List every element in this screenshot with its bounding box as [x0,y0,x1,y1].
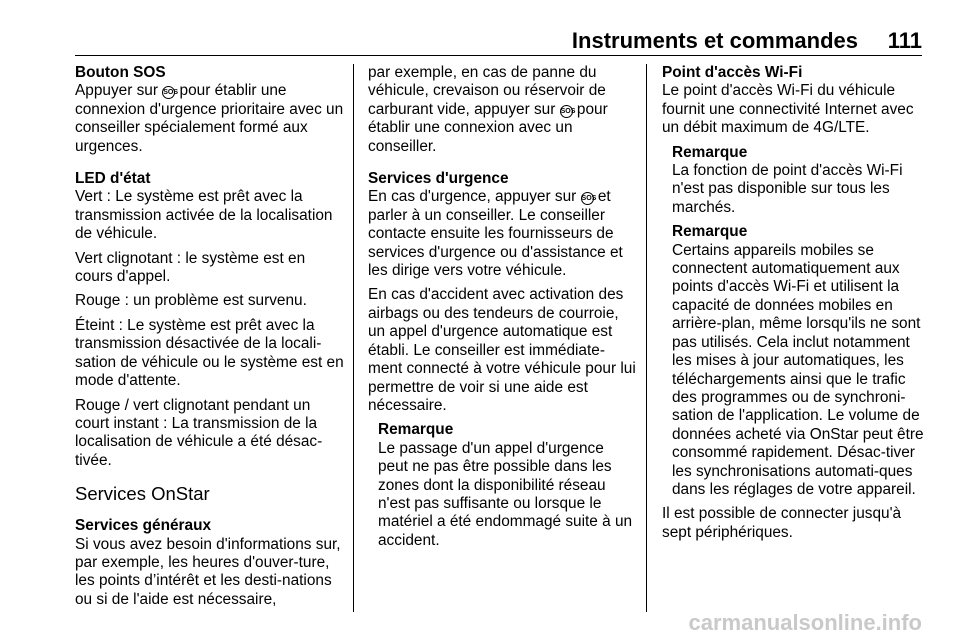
sos-paragraph: Appuyer sur SOS pour établir une connexion d'urgence prioritaire avec un conseiller spécialement formé aux urgences. [75,82,344,155]
column-2 [368,64,637,550]
note-block [672,144,932,218]
note-text: Le passage d'un appel d'urgence peut ne pas être possible dans les zones dont la disponibilité réseau n'est pas suffisante ou lorsque le matériel a été endommagé suite à un accident. [378,439,633,549]
final-paragraph: Il est possible de connecter jusqu'à sept périphériques. [662,505,902,541]
led-item: Vert clignotant : le système est en cours d'appel. [75,249,306,286]
note-title: Remarque [672,223,748,241]
continued-paragraph: par exemple, en cas de panne du véhicule, crevaison ou réservoir de carburant vide, appuyer sur SOS pour établir une connexion avec un conseiller. [368,64,608,155]
page-header [75,27,922,56]
led-item: Rouge / vert clignotant pendant un court instant : La transmission de la localisation de véhicule a été désac-tivée. [75,396,323,469]
urgent-heading: Services d'urgence [368,170,509,188]
led-heading: LED d'état [75,170,151,188]
sos-icon: SOS [581,192,594,205]
sos-heading: Bouton SOS [75,64,166,81]
led-item: Vert : Le système est prêt avec la transmission activée de la localisation de véhicule. [75,188,333,243]
note-text: Certains appareils mobiles se connectent automatiquement aux points d'accès Wi-Fi et utilisent la capacité de données mobiles en arrière-plan, même lorsqu'ils ne sont pas utilisés. Cela inclut notamment les mises à jour automatiques, les téléchargements ainsi que le trafic des programmes ou de synchroni-sation de l'application. Le volume de données acheté via OnStar peut être consommé rapidement. Désac-tiver les synchronisations automati-ques dans les réglages de votre appareil. [672,241,924,498]
sos-icon: SOS [560,105,573,118]
header-title: Instruments et commandes [571,28,858,53]
note-title: Remarque [672,143,748,161]
note-title: Remarque [378,421,454,439]
sos-icon: SOS [162,86,175,99]
section-heading: Services OnStar [75,483,210,505]
note-block [672,223,932,499]
column-divider [353,64,354,612]
note-block [378,421,637,550]
urgent-paragraph: En cas d'urgence, appuyer sur SOS et parler à un conseiller. Le conseiller contacte ensuite les fournisseurs de services d'urgence ou d'assistance et les dirige vers votre véhicule. [368,188,623,280]
led-item: Éteint : Le système est prêt avec la transmission désactivée de la locali-sation de véhicule ou le système est en mode d'attente. [75,316,344,390]
accident-paragraph: En cas d'accident avec activation des airbags ou des tendeurs de courroie, un appel d'urgence automatique est établi. Le conseiller est immédiate-ment connecté à votre véhicule pour lui permettre de voir si une aide est nécessaire. [368,286,636,414]
general-heading: Services généraux [75,517,212,535]
watermark: carmanualsonline.info [688,610,922,635]
note-text: La fonction de point d'accès Wi-Fi n'est pas disponible sur tous les marchés. [672,162,903,216]
wifi-heading: Point d'accès Wi-Fi [662,64,803,81]
column-3 [662,64,932,548]
led-item: Rouge : un problème est survenu. [75,292,307,310]
page-number: 111 [887,28,922,53]
column-1 [75,64,345,615]
column-divider [646,64,647,612]
general-paragraph: Si vous avez besoin d'informations sur, par exemple, les heures d'ouver-ture, les points d’intérêt et les desti-nations ou si de l'aide est nécessaire, [75,535,341,608]
wifi-paragraph: Le point d'accès Wi-Fi du véhicule fournit une connectivité Internet avec un débit maximum de 4G/LTE. [662,82,914,137]
